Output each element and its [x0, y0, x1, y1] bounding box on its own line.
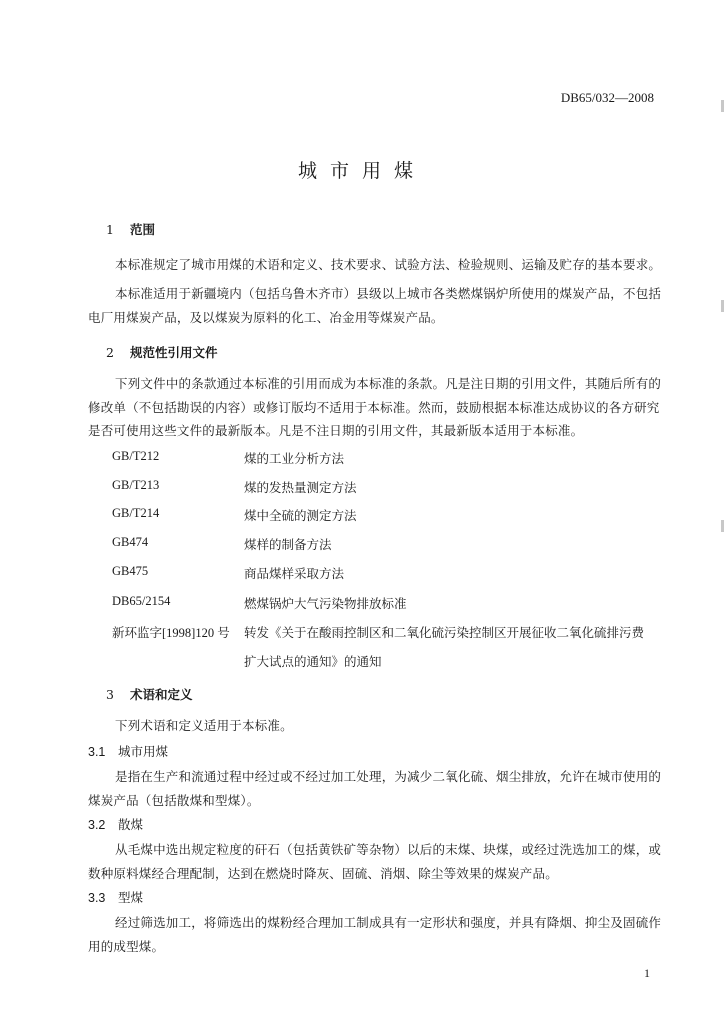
- term-definition-line-2: 用的成型煤。: [88, 939, 165, 954]
- document-number: DB65/032—2008: [560, 90, 654, 105]
- reference-code: DB65/2154: [112, 594, 171, 608]
- term-name: 散煤: [118, 817, 144, 832]
- section-3-intro: 下列术语和定义适用于本标准。: [115, 718, 293, 733]
- term-number: 3.2: [88, 818, 106, 832]
- term-definition-line-2: 数种原料煤经合理配制，达到在燃烧时降灰、固硫、消烟、除尘等效果的煤炭产品。: [88, 866, 558, 881]
- term-name: 型煤: [118, 890, 144, 905]
- term-heading: [88, 815, 143, 833]
- section-1-title: 范围: [130, 222, 156, 237]
- document-title: 城市用煤: [297, 160, 426, 182]
- reference-title: 转发《关于在酸雨控制区和二氧化硫污染控制区开展征收二氧化硫排污费: [244, 625, 645, 640]
- term-number: 3.3: [88, 891, 106, 905]
- section-1-number: 1: [106, 222, 114, 237]
- section-1-heading: [106, 220, 155, 238]
- reference-title: 煤的发热量测定方法: [244, 480, 357, 495]
- reference-code: 新环监字[1998]120 号: [112, 626, 230, 640]
- section-3-title: 术语和定义: [130, 687, 193, 702]
- section-2-heading: [106, 343, 218, 361]
- section-3-heading: [106, 685, 193, 703]
- section-1-paragraph-1: 本标准规定了城市用煤的术语和定义、技术要求、试验方法、检验规则、运输及贮存的基本要求。: [115, 257, 662, 272]
- term-definition-line-1: 是指在生产和流通过程中经过或不经过加工处理，为减少二氧化硫、烟尘排放，允许在城市使用的: [115, 769, 662, 784]
- section-3-number: 3: [106, 687, 114, 702]
- reference-code: GB475: [112, 564, 149, 578]
- page-number: 1: [644, 966, 650, 980]
- reference-title: 商品煤样采取方法: [244, 566, 345, 581]
- reference-code: GB/T212: [112, 449, 160, 463]
- reference-code: GB/T214: [112, 506, 160, 520]
- term-name: 城市用煤: [118, 744, 169, 759]
- section-2-intro-line-1: 下列文件中的条款通过本标准的引用而成为本标准的条款。凡是注日期的引用文件，其随后所有的: [115, 376, 662, 391]
- section-1-paragraph-2-line-2: 电厂用煤炭产品，及以煤炭为原料的化工、冶金用等煤炭产品。: [88, 310, 444, 325]
- term-definition-line-2: 煤炭产品（包括散煤和型煤）。: [88, 793, 260, 808]
- reference-title: 煤的工业分析方法: [244, 451, 345, 466]
- reference-title: 煤中全硫的测定方法: [244, 508, 357, 523]
- section-1-paragraph-2-line-1: 本标准适用于新疆境内（包括乌鲁木齐市）县级以上城市各类燃煤锅炉所使用的煤炭产品，不包括: [115, 286, 662, 301]
- reference-title: 燃煤锅炉大气污染物排放标准: [244, 596, 407, 611]
- term-heading: [88, 742, 168, 760]
- reference-code: GB474: [112, 535, 149, 549]
- term-definition-line-1: 从毛煤中选出规定粒度的矸石（包括黄铁矿等杂物）以后的末煤、块煤，或经过洗选加工的煤，或: [115, 842, 662, 857]
- reference-title-continued: 扩大试点的通知》的通知: [244, 654, 382, 669]
- reference-title: 煤样的制备方法: [244, 537, 332, 552]
- section-2-intro-line-2: 修改单（不包括勘误的内容）或修订版均不适用于本标准。然而，鼓励根据本标准达成协议的各方研究: [88, 400, 660, 415]
- term-number: 3.1: [88, 745, 106, 759]
- section-2-intro-line-3: 是否可使用这些文件的最新版本。凡是不注日期的引用文件，其最新版本适用于本标准。: [88, 423, 584, 438]
- reference-code: GB/T213: [112, 478, 160, 492]
- term-heading: [88, 888, 143, 906]
- term-definition-line-1: 经过筛选加工，将筛选出的煤粉经合理加工制成具有一定形状和强度，并具有降烟、抑尘及固硫作: [115, 915, 662, 930]
- section-2-number: 2: [106, 345, 114, 360]
- section-2-title: 规范性引用文件: [130, 345, 218, 360]
